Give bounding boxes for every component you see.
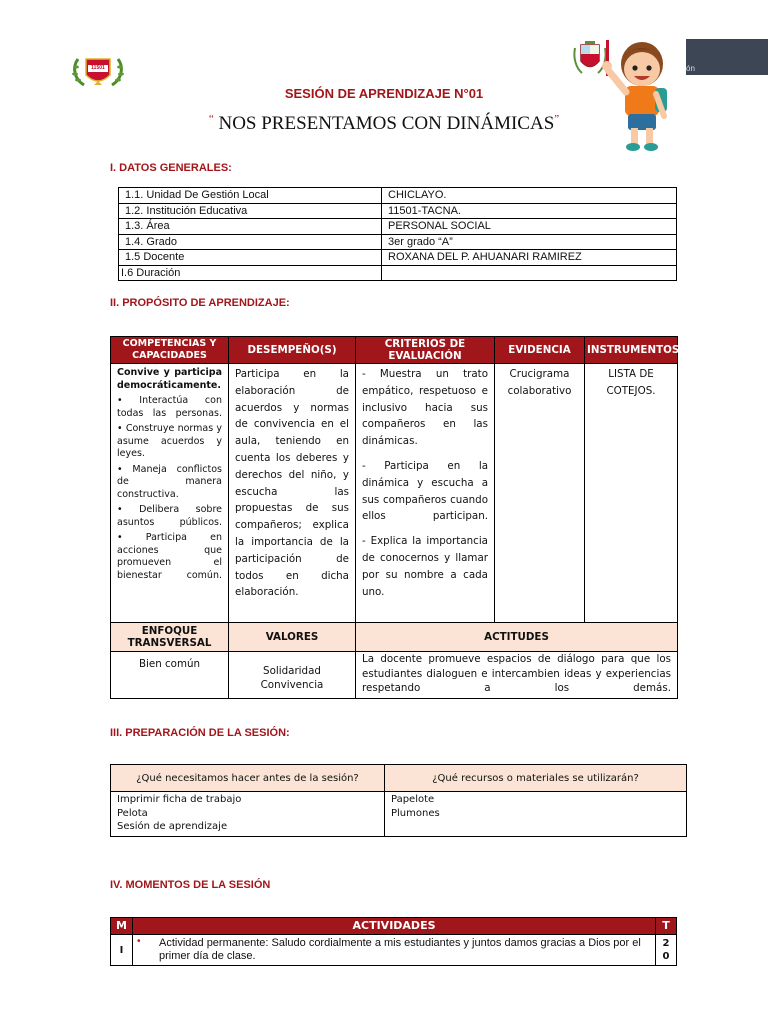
table-row [119, 265, 677, 281]
actividad-cell [133, 935, 656, 966]
crest-number: 11501 [91, 65, 105, 71]
section-heading-preparacion: III. PREPARACIÓN DE LA SESIÓN: [110, 727, 290, 739]
header-actitudes: ACTITUDES [356, 623, 678, 652]
desempeno-text: Participa en la elaboración de acuerdos y normas de convivencia en el aula, teniendo en cuenta los deberes y derechos del niño, y escucha las propuestas de sus compañeros; explica la importancia de la participación de todos en dicha elaboración. [235, 368, 349, 599]
instrumentos-cell: LISTA DE COTEJOS. [585, 364, 678, 623]
header-t: T [656, 918, 677, 935]
list-item: Papelote [391, 794, 435, 805]
competencia-title: Convive y participa democráticamente. [117, 367, 222, 391]
table-row [119, 203, 677, 219]
recursos-cell [385, 792, 687, 837]
capacidad-item: • Participa en acciones que promueven el bienestar común. [117, 532, 222, 581]
tiempo-cell [656, 935, 677, 966]
close-quote: ” [554, 113, 560, 125]
datos-generales-table [118, 187, 677, 281]
datos-label: 1.1. Unidad De Gestión Local [119, 188, 382, 204]
datos-label: 1.5 Docente [119, 250, 382, 266]
momentos-table [110, 917, 677, 966]
datos-value: 3er grado “A” [382, 234, 677, 250]
banner-text: ón [686, 64, 695, 73]
list-item: Plumones [391, 807, 440, 819]
table-header-row [111, 918, 677, 935]
capacidad-item: • Construye normas y asume acuerdos y leyes. [117, 423, 222, 459]
bullet-icon: • [137, 936, 141, 947]
list-item: Sesión de aprendizaje [117, 821, 228, 832]
section-heading-datos: I. DATOS GENERALES: [110, 162, 232, 174]
antes-cell [111, 792, 385, 837]
datos-value: ROXANA DEL P. AHUANARI RAMIREZ [382, 250, 677, 266]
criterios-cell [356, 364, 495, 623]
table-header-row [111, 765, 687, 792]
table-row [111, 792, 687, 837]
valor-item: Convivencia [260, 679, 324, 691]
capacidad-item: • Maneja conflictos de manera constructiva. [117, 463, 222, 500]
table-row [111, 623, 678, 652]
header-antes: ¿Qué necesitamos hacer antes de la sesión? [111, 765, 385, 792]
table-row [119, 188, 677, 204]
proposito-table [110, 336, 678, 699]
valores-cell [229, 652, 356, 699]
datos-value: 11501-TACNA. [382, 203, 677, 219]
competencias-cell [111, 364, 229, 623]
open-quote: “ [208, 113, 214, 125]
section-heading-momentos: IV. MOMENTOS DE LA SESIÓN [110, 879, 271, 891]
header-actividades: ACTIVIDADES [133, 918, 656, 935]
desempeno-cell [229, 364, 356, 623]
header-banner [686, 39, 768, 75]
table-row [111, 364, 678, 623]
criterio-item: - Participa en la dinámica y escucha a sus compañeros cuando ellos participan. [362, 459, 488, 523]
header-recursos: ¿Qué recursos o materiales se utilizarán? [385, 765, 687, 792]
evidencia-cell: Crucigrama colaborativo [495, 364, 585, 623]
tiempo-digit: 0 [662, 951, 670, 962]
list-item: Imprimir ficha de trabajo [117, 794, 242, 805]
header-instrumentos: INSTRUMENTOS [585, 337, 678, 364]
header-valores: VALORES [229, 623, 356, 652]
datos-label: I.6 Duración [119, 265, 382, 281]
criterio-item: - Muestra un trato empático, respetuoso e inclusivo hacia sus compañeros en las dinámicas. [362, 368, 488, 448]
table-row [119, 250, 677, 266]
session-title: SESIÓN DE APRENDIZAJE N°01 [284, 86, 484, 101]
actividad-text: Actividad permanente: Saludo cordialmente a mis estudiantes y juntos damos gracias a Dios por el primer día de clase. [159, 937, 641, 962]
header-competencias: COMPETENCIAS Y CAPACIDADES [111, 337, 229, 364]
momento-cell: I [111, 935, 133, 966]
enfoque-cell: Bien común [111, 652, 229, 699]
header-criterios: CRITERIOS DE EVALUACIÓN [356, 337, 495, 364]
actitudes-text: La docente promueve espacios de diálogo para que los estudiantes dialoguen e intercambien ideas y experiencias respetando a los demás. [362, 653, 671, 694]
criterio-item: - Explica la importancia de conocernos y llamar por su nombre a cada uno. [362, 535, 488, 598]
datos-label: 1.4. Grado [119, 234, 382, 250]
school-crest-logo [70, 55, 126, 89]
valor-item: Solidaridad [263, 665, 321, 677]
preparacion-table [110, 764, 687, 837]
tiempo-digit: 2 [662, 938, 670, 949]
capacidad-item: • Delibera sobre asuntos públicos. [117, 504, 222, 528]
table-row [119, 234, 677, 250]
actitudes-cell [356, 652, 678, 699]
table-header-row [111, 337, 678, 364]
list-item: Pelota [117, 807, 148, 819]
subtitle-text: NOS PRESENTAMOS CON DINÁMICAS [218, 113, 555, 134]
header-evidencia: EVIDENCIA [495, 337, 585, 364]
datos-label: 1.3. Área [119, 219, 382, 235]
capacidad-item: • Interactúa con todas las personas. [117, 395, 222, 419]
datos-value: PERSONAL SOCIAL [382, 219, 677, 235]
table-row [111, 935, 677, 966]
header-desempeno: DESEMPEÑO(S) [229, 337, 356, 364]
datos-label: 1.2. Institución Educativa [119, 203, 382, 219]
section-heading-proposito: II. PROPÓSITO DE APRENDIZAJE: [110, 297, 290, 309]
datos-value: CHICLAYO. [382, 188, 677, 204]
table-row [119, 219, 677, 235]
header-m: M [111, 918, 133, 935]
session-subtitle [0, 113, 768, 135]
header-enfoque: ENFOQUE TRANSVERSAL [111, 623, 229, 652]
table-row [111, 652, 678, 699]
datos-value [382, 265, 677, 281]
